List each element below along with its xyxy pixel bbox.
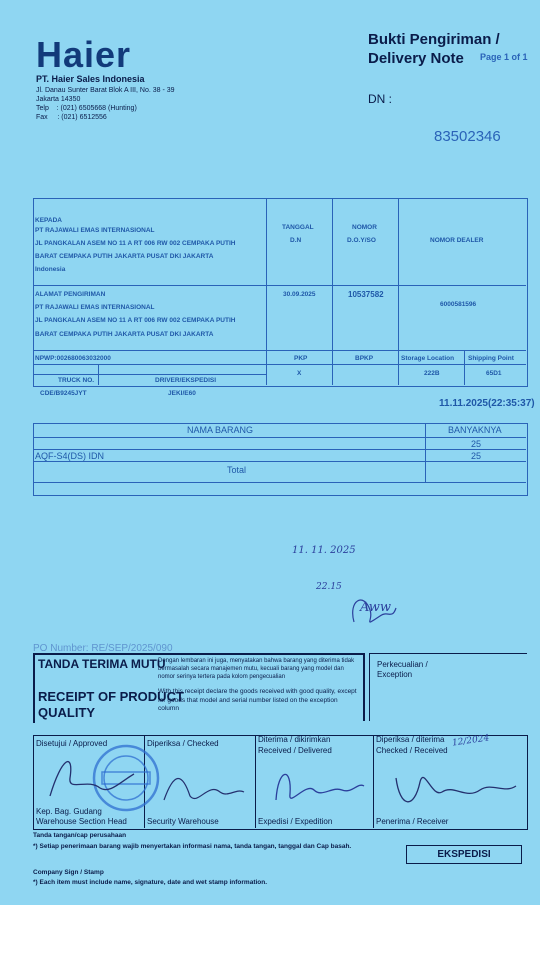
alamat-line: JL PANGKALAN ASEM NO 11 A RT 006 RW 002 CEMPAKA PUTIH — [35, 317, 236, 324]
dealer-value: 6000581596 — [440, 301, 477, 308]
document-title — [368, 30, 500, 68]
received-delivered-label-en: Received / Delivered — [258, 746, 332, 755]
receipt-title-id: TANDA TERIMA MUTU — [38, 657, 166, 671]
alamat-line: BARAT CEMPAKA PUTIH JAKARTA PUSAT DKI JAKARTA — [35, 331, 214, 338]
company-sign-label-id: Tanda tangan/cap perusahaan — [33, 832, 127, 839]
exception-label: Perkecualian / — [377, 660, 428, 669]
kepada-line: JL PANGKALAN ASEM NO 11 A RT 006 RW 002 CEMPAKA PUTIH — [35, 240, 236, 247]
company-address-line: Jakarta 14350 — [36, 96, 81, 103]
receipt-title-en-1: RECEIPT OF PRODUCT — [38, 689, 184, 704]
item-quantity: 25 — [471, 439, 482, 449]
approved-signature — [40, 748, 140, 806]
document-title-id: Bukti Pengiriman / — [368, 31, 500, 48]
page-indicator: Page 1 of 1 — [480, 52, 528, 62]
faint-po-text: PO Number: RE/SEP/2025/090 — [33, 643, 173, 654]
warehouse-head-label: Kep. Bag. Gudang — [36, 807, 102, 816]
pkp-value: X — [297, 370, 302, 377]
alamat-line: PT RAJAWALI EMAS INTERNASIONAL — [35, 304, 155, 311]
col-item-name: NAMA BARANG — [187, 425, 254, 435]
driver-value: JEKI/E60 — [168, 390, 196, 397]
bpkp-label: BPKP — [355, 355, 374, 362]
exception-label-en: Exception — [377, 670, 413, 679]
handwritten-time: 22.15 — [316, 582, 342, 592]
driver-label: DRIVER/EKSPEDISI — [155, 377, 217, 384]
print-timestamp: 11.11.2025(22:35:37) — [439, 398, 535, 409]
expedition-label: Expedisi / Expedition — [258, 817, 333, 826]
handwritten-date: 11. 11. 2025 — [292, 545, 356, 556]
dn-label: DN : — [368, 92, 392, 106]
storage-location-value: 222B — [424, 370, 440, 377]
copy-label: EKSPEDISI — [406, 845, 522, 864]
received-delivered-label: Diterima / dikirimkan — [258, 735, 331, 744]
checked-signature — [150, 762, 250, 812]
company-fax: Fax : (021) 6512556 — [36, 114, 107, 121]
kepada-label: KEPADA — [35, 217, 62, 224]
npwp: NPWP:002680063032000 — [35, 355, 111, 362]
checked-received-label-en: Checked / Received — [376, 746, 448, 755]
company-stamp-label: Company Sign / Stamp — [33, 869, 104, 876]
dn-date: 30.09.2025 — [283, 291, 316, 298]
col-quantity: BANYAKNYA — [448, 425, 502, 435]
handwritten-initials: Aww — [360, 600, 392, 615]
checked-received-label: Diperiksa / diterima — [376, 735, 445, 744]
pkp-label: PKP — [294, 355, 308, 362]
truck-value: CDE/B9245JYT — [40, 390, 87, 397]
alamat-label: ALAMAT PENGIRIMAN — [35, 291, 106, 298]
dealer-label: NOMOR DEALER — [430, 237, 484, 244]
kepada-line: BARAT CEMPAKA PUTIH JAKARTA PUSAT DKI JAKARTA — [35, 253, 214, 260]
tanggal-label: TANGGAL — [282, 224, 314, 231]
handwritten-receive-date: 12/2024 — [451, 733, 490, 749]
tanggal-sub: D.N — [290, 237, 302, 244]
storage-location-label: Storage Location — [401, 355, 455, 362]
total-quantity: 25 — [471, 451, 482, 461]
company-name: PT. Haier Sales Indonesia — [36, 74, 145, 84]
approved-label: Disetujui / Approved — [36, 739, 108, 748]
expedition-signature — [262, 760, 370, 814]
total-label: Total — [227, 465, 247, 475]
receiver-label: Penerima / Receiver — [376, 817, 449, 826]
shipping-point-value: 65D1 — [486, 370, 502, 377]
document-title-en: Delivery Note — [368, 50, 464, 67]
document-number: 83502346 — [434, 128, 501, 145]
haier-logo: Haier — [36, 34, 132, 75]
company-address-line: Jl. Danau Sunter Barat Blok A III, No. 38 - 39 — [36, 87, 175, 94]
security-warehouse-label: Security Warehouse — [147, 817, 219, 826]
checked-label: Diperiksa / Checked — [147, 739, 219, 748]
nomor-value: 10537582 — [348, 290, 384, 299]
receiver-signature — [380, 758, 522, 816]
kepada-line: PT RAJAWALI EMAS INTERNASIONAL — [35, 227, 155, 234]
receipt-title-en-2: QUALITY — [38, 705, 96, 720]
nomor-label: NOMOR — [352, 224, 377, 231]
receipt-text-en: With this receipt declare the goods received with good quality, except for goods that model and serial number listed on the exception column — [158, 688, 357, 712]
item-name: AQF-S4(DS) IDN — [35, 451, 105, 461]
nomor-sub: D.O.Y/SO — [347, 237, 376, 244]
warehouse-head-label-en: Warehouse Section Head — [36, 817, 127, 826]
receipt-text-id: Dengan lembaran ini juga, menyatakan bahwa barang yang diterima tidak bermasalah secara manajemen mutu, kecuali barang yang model dan nomor serinya tertera pada kolom pengecualian — [158, 658, 355, 680]
footer-note-en: *) Each item must include name, signature, date and wet stamp information. — [33, 879, 268, 886]
kepada-line: Indonesia — [35, 266, 66, 273]
shipping-point-label: Shipping Point — [468, 355, 514, 362]
company-phone: Telp : (021) 6505668 (Hunting) — [36, 105, 137, 112]
truck-label: TRUCK NO. — [58, 377, 95, 384]
footer-note-id: *) Setiap penerimaan barang wajib menyertakan informasi nama, tanda tangan, tanggal dan Cap basah. — [33, 843, 352, 850]
initials-scribble — [340, 590, 400, 635]
